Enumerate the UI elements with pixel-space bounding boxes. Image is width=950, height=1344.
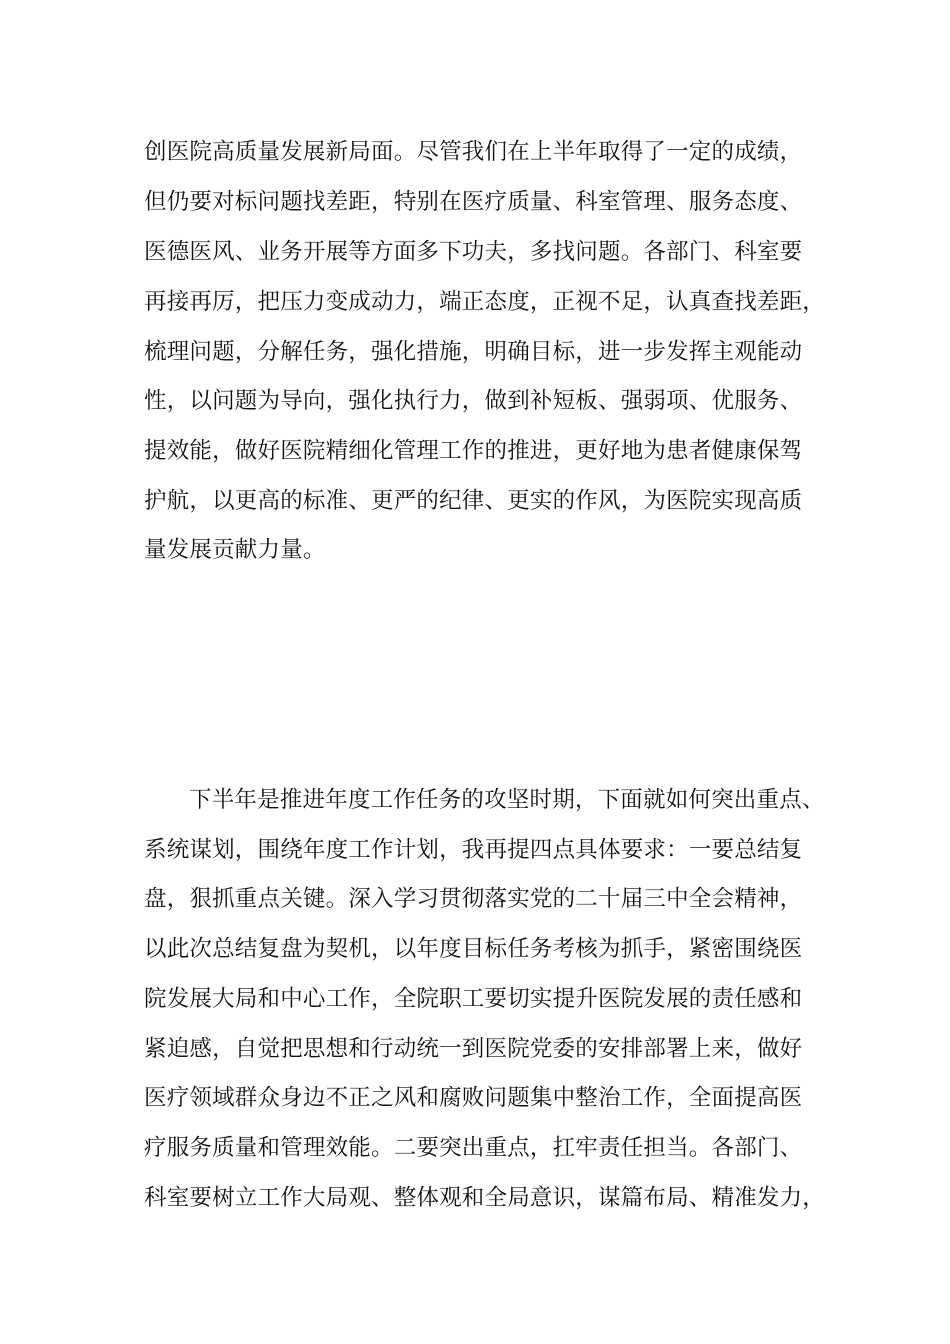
paragraph-line: 再接再厉，把压力变成动力，端正态度，正视不足，认真查找差距， [144, 289, 826, 315]
paragraph-line: 医德医风、业务开展等方面多下功夫，多找问题。各部门、科室要 [144, 239, 803, 265]
paragraph-line: 系统谋划，围绕年度工作计划，我再提四点具体要求：一要总结复 [144, 837, 803, 863]
paragraph-line: 科室要树立工作大局观、整体观和全局意识，谋篇布局、精准发力， [144, 1185, 826, 1211]
paragraph-line: 下半年是推进年度工作任务的攻坚时期，下面就如何突出重点、 [189, 787, 825, 813]
paragraph-line: 量发展贡献力量。 [144, 537, 326, 563]
paragraph-line: 性，以问题为导向，强化执行力，做到补短板、强弱项、优服务、 [144, 388, 803, 414]
paragraph-line: 护航，以更高的标准、更严的纪律、更实的作风，为医院实现高质 [144, 488, 803, 514]
paragraph-line: 以此次总结复盘为契机，以年度目标任务考核为抓手，紧密围绕医 [144, 936, 803, 962]
paragraph-line: 医疗领域群众身边不正之风和腐败问题集中整治工作，全面提高医 [144, 1085, 803, 1111]
paragraph-line: 梳理问题，分解任务，强化措施，明确目标，进一步发挥主观能动 [144, 339, 803, 365]
paragraph-line: 院发展大局和中心工作，全院职工要切实提升医院发展的责任感和 [144, 986, 803, 1012]
paragraph-line: 但仍要对标问题找差距，特别在医疗质量、科室管理、服务态度、 [144, 189, 803, 215]
paragraph-line: 疗服务质量和管理效能。二要突出重点，扛牢责任担当。各部门、 [144, 1135, 803, 1161]
paragraph-line: 提效能，做好医院精细化管理工作的推进，更好地为患者健康保驾 [144, 438, 803, 464]
paragraph-line: 紧迫感，自觉把思想和行动统一到医院党委的安排部署上来，做好 [144, 1036, 803, 1062]
paragraph-line: 创医院高质量发展新局面。尽管我们在上半年取得了一定的成绩， [144, 139, 803, 165]
paragraph-line: 盘，狠抓重点关键。深入学习贯彻落实党的二十届三中全会精神， [144, 886, 803, 912]
